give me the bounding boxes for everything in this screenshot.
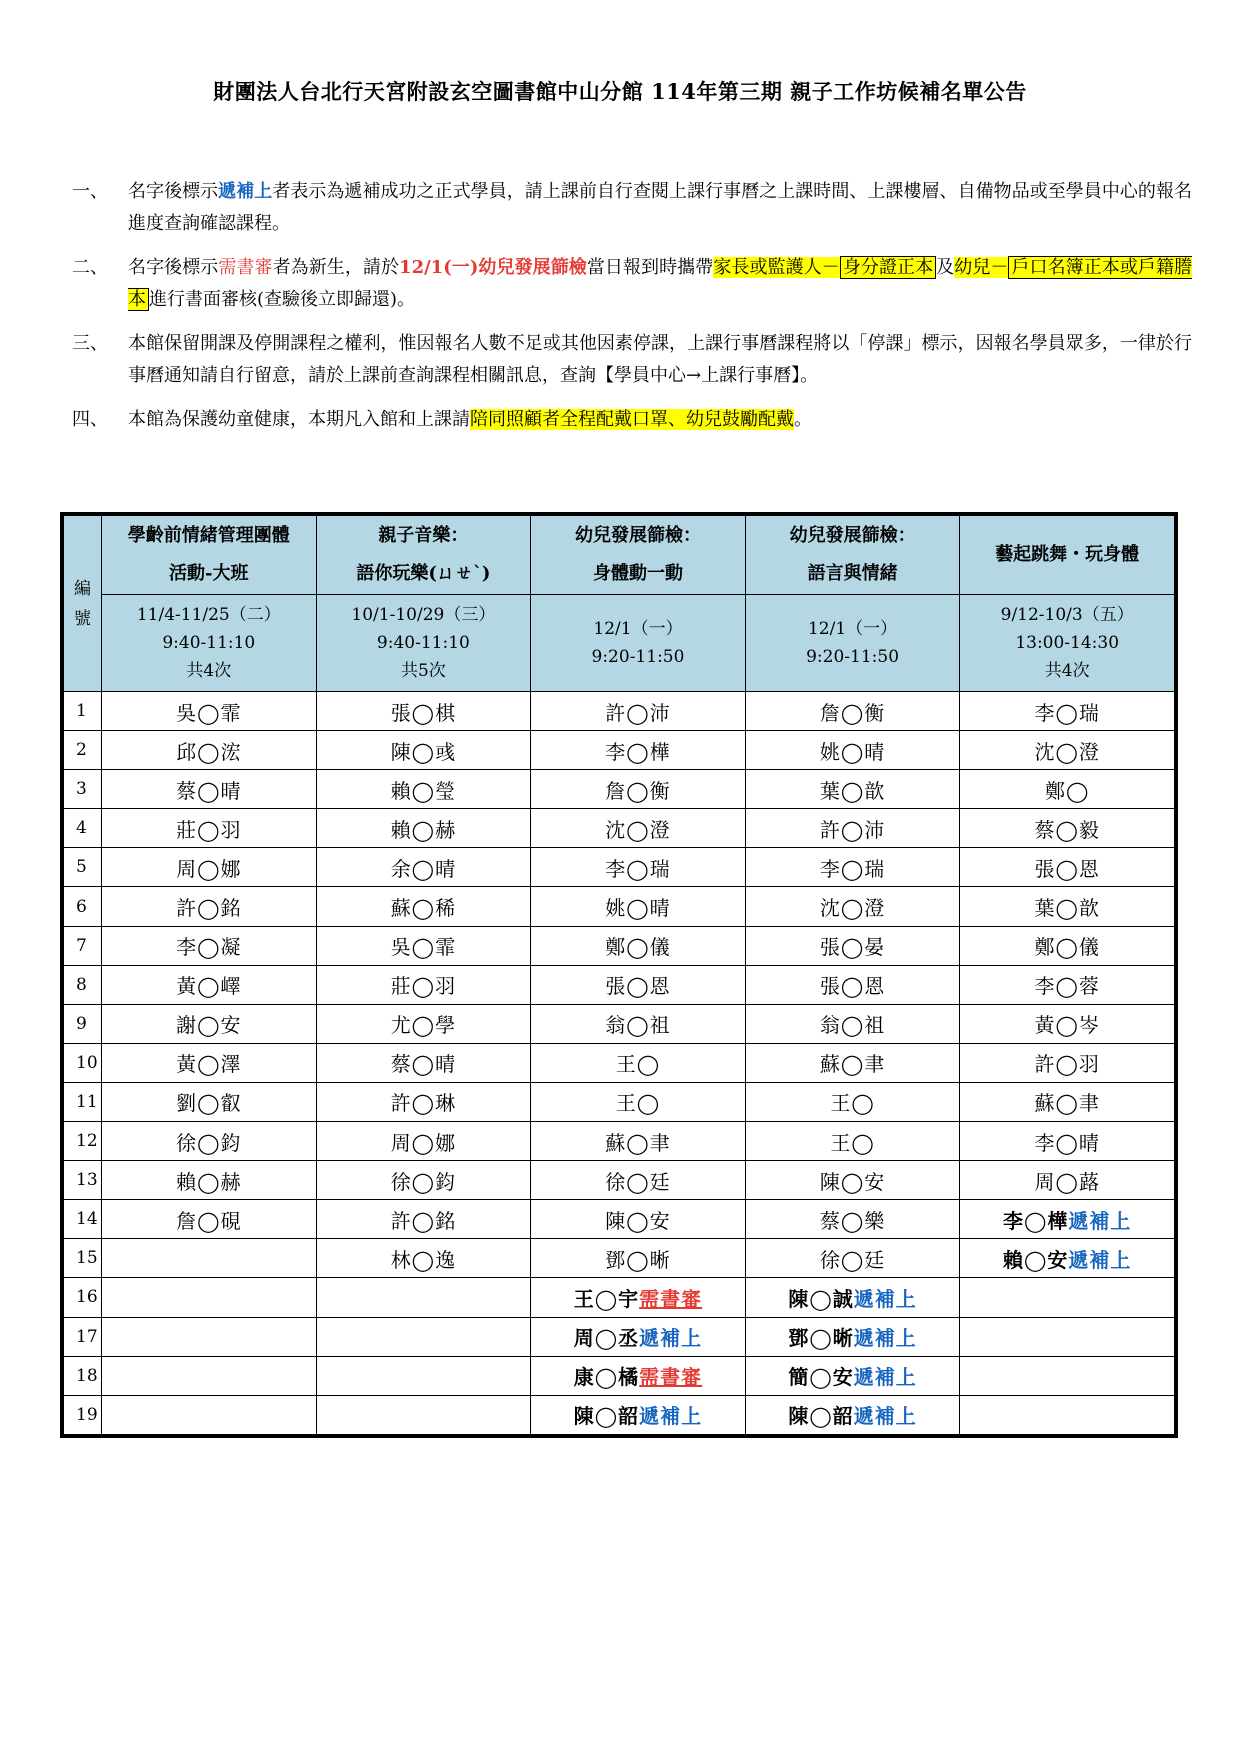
name-cell xyxy=(316,887,531,926)
student-name: 黃◯岑 xyxy=(1034,1013,1100,1038)
name-cell xyxy=(531,692,746,731)
student-name: 詹◯硯 xyxy=(176,1208,242,1233)
header-row-names xyxy=(64,516,1175,595)
student-name: 莊◯羽 xyxy=(390,974,457,999)
table-row xyxy=(64,848,1175,887)
student-name: 許◯羽 xyxy=(1034,1052,1100,1077)
student-name: 張◯棋 xyxy=(390,700,457,725)
row-number: 15 xyxy=(64,1239,102,1278)
name-cell xyxy=(102,770,317,809)
student-name: 賴◯瑩 xyxy=(390,778,457,803)
name-cell xyxy=(102,692,317,731)
notice-highlight: 12/1(一)幼兒發展篩檢 xyxy=(399,257,587,278)
notice-number: 一、 xyxy=(72,181,108,202)
student-name: 蔡◯晴 xyxy=(176,778,242,803)
student-name: 陳◯韶 xyxy=(788,1404,854,1429)
name-cell xyxy=(531,887,746,926)
name-cell xyxy=(960,848,1175,887)
name-cell xyxy=(745,848,960,887)
name-cell xyxy=(960,1239,1175,1278)
name-cell xyxy=(102,1161,317,1200)
student-name: 黃◯嶧 xyxy=(176,974,242,999)
status-tag: 遞補上 xyxy=(1068,1208,1132,1233)
row-number: 8 xyxy=(64,965,102,1004)
name-cell xyxy=(102,965,317,1004)
notice-segment: 進行書面審核(查驗後立即歸還)。 xyxy=(149,289,416,310)
student-name: 徐◯廷 xyxy=(819,1247,886,1272)
name-cell xyxy=(102,1239,317,1278)
student-name: 姚◯晴 xyxy=(819,739,886,764)
student-name: 賴◯赫 xyxy=(390,817,457,842)
notice-text xyxy=(128,328,1192,392)
student-name: 李◯瑞 xyxy=(1034,700,1100,725)
name-cell xyxy=(531,1043,746,1082)
name-cell xyxy=(745,1395,960,1434)
student-name: 周◯蕗 xyxy=(1034,1169,1100,1194)
student-name: 蘇◯聿 xyxy=(1034,1091,1100,1116)
table-row xyxy=(64,731,1175,770)
notice-text xyxy=(128,252,1192,316)
name-cell xyxy=(745,1278,960,1317)
name-cell xyxy=(745,1356,960,1395)
waitlist-table xyxy=(63,515,1175,1435)
student-name: 尤◯學 xyxy=(390,1013,457,1038)
name-cell xyxy=(745,731,960,770)
name-cell xyxy=(745,692,960,731)
name-cell xyxy=(102,1317,317,1356)
notice-list xyxy=(72,176,1192,448)
name-cell xyxy=(960,1395,1175,1434)
name-cell xyxy=(316,1004,531,1043)
student-name: 李◯瑞 xyxy=(819,856,886,881)
name-cell xyxy=(316,731,531,770)
notice-highlight: 家長或監護人－ xyxy=(713,257,840,278)
student-name: 鄭◯儀 xyxy=(605,935,671,960)
student-name: 李◯晴 xyxy=(1034,1130,1100,1155)
course-schedule-header: 12/1（一） 9:20-11:50 xyxy=(531,595,746,692)
row-number: 2 xyxy=(64,731,102,770)
notice-segment: 名字後標示 xyxy=(128,181,219,202)
name-cell xyxy=(531,1200,746,1239)
name-cell xyxy=(102,1122,317,1161)
student-name: 李◯瑞 xyxy=(605,856,671,881)
row-number: 5 xyxy=(64,848,102,887)
student-name: 徐◯鈞 xyxy=(176,1130,242,1155)
student-name: 林◯逸 xyxy=(390,1247,457,1272)
student-name: 許◯沛 xyxy=(605,700,671,725)
status-tag: 需書審 xyxy=(639,1286,703,1311)
name-cell xyxy=(960,1082,1175,1121)
status-tag: 遞補上 xyxy=(639,1404,703,1429)
course-name-header: 學齡前情緒管理團體 活動-大班 xyxy=(102,516,317,595)
student-name: 鄧◯晰 xyxy=(788,1326,854,1351)
student-name: 沈◯澄 xyxy=(819,896,886,921)
table-row xyxy=(64,770,1175,809)
name-cell xyxy=(531,1239,746,1278)
name-cell xyxy=(102,1082,317,1121)
row-number: 13 xyxy=(64,1161,102,1200)
notice-number: 四、 xyxy=(72,409,108,430)
student-name: 翁◯祖 xyxy=(605,1013,671,1038)
name-cell xyxy=(745,887,960,926)
name-cell xyxy=(745,770,960,809)
name-cell xyxy=(531,1317,746,1356)
name-cell xyxy=(531,809,746,848)
table-row xyxy=(64,1356,1175,1395)
notice-highlight: 需書審 xyxy=(218,257,273,278)
name-cell xyxy=(316,965,531,1004)
status-tag: 遞補上 xyxy=(639,1326,703,1351)
name-cell xyxy=(316,1317,531,1356)
student-name: 蔡◯晴 xyxy=(390,1052,457,1077)
name-cell xyxy=(960,809,1175,848)
name-cell xyxy=(745,1161,960,1200)
student-name: 王◯ xyxy=(615,1052,661,1077)
course-schedule-header: 11/4-11/25（二） 9:40-11:10 共4次 xyxy=(102,595,317,692)
name-cell xyxy=(102,887,317,926)
student-name: 許◯沛 xyxy=(819,817,886,842)
notice-segment: 本館保留開課及停開課程之權利，惟因報名人數不足或其他因素停課，上課行事曆課程將以「停課」標示，因報名學員眾多，一律於行事曆通知請自行留意，請於上課前查詢課程相關訊息，查詢【學員中心→上課行事曆】。 xyxy=(128,333,1192,386)
student-name: 王◯ xyxy=(830,1091,875,1116)
notice-number: 三、 xyxy=(72,333,108,354)
name-cell xyxy=(102,731,317,770)
name-cell xyxy=(316,1043,531,1082)
name-cell xyxy=(316,1161,531,1200)
student-name: 蘇◯聿 xyxy=(819,1052,886,1077)
student-name: 簡◯安 xyxy=(788,1365,854,1390)
name-cell xyxy=(960,887,1175,926)
notice-segment: 者表示為遞補成功之正式學員，請上課前自行查閱上課行事曆之上課時間、上課樓層、自備物品或至學員中心的報名進度查詢確認課程。 xyxy=(128,181,1193,234)
name-cell xyxy=(531,1161,746,1200)
name-cell xyxy=(960,1004,1175,1043)
student-name: 徐◯鈞 xyxy=(390,1169,457,1194)
name-cell xyxy=(316,770,531,809)
name-cell xyxy=(745,1082,960,1121)
name-cell xyxy=(960,1122,1175,1161)
student-name: 沈◯澄 xyxy=(605,817,671,842)
page-title: 財團法人台北行天宮附設玄空圖書館中山分館 114年第三期 親子工作坊候補名單公告 xyxy=(213,79,1027,104)
student-name: 鄧◯晰 xyxy=(605,1247,671,1272)
status-tag: 需書審 xyxy=(639,1365,703,1390)
course-name-header: 親子音樂： 語你玩樂(ㄩㄝˋ) xyxy=(316,516,531,595)
name-cell xyxy=(745,809,960,848)
student-name: 鄭◯ xyxy=(1044,778,1090,803)
name-cell xyxy=(102,809,317,848)
table-row xyxy=(64,1161,1175,1200)
name-cell xyxy=(531,770,746,809)
name-cell xyxy=(960,1356,1175,1395)
student-name: 葉◯歆 xyxy=(1034,896,1100,921)
name-cell xyxy=(316,1239,531,1278)
notice-segment: 者為新生，請於 xyxy=(272,257,400,278)
name-cell xyxy=(960,1317,1175,1356)
student-name: 李◯凝 xyxy=(176,935,242,960)
name-cell xyxy=(960,926,1175,965)
row-number: 10 xyxy=(64,1043,102,1082)
row-number: 19 xyxy=(64,1395,102,1434)
name-cell xyxy=(316,1200,531,1239)
course-name-header: 幼兒發展篩檢： 身體動一動 xyxy=(531,516,746,595)
table-row xyxy=(64,1082,1175,1121)
name-cell xyxy=(316,692,531,731)
name-cell xyxy=(745,1043,960,1082)
student-name: 葉◯歆 xyxy=(819,778,886,803)
table-row xyxy=(64,1200,1175,1239)
name-cell xyxy=(745,965,960,1004)
student-name: 許◯銘 xyxy=(176,896,242,921)
table-row xyxy=(64,887,1175,926)
name-cell xyxy=(960,1200,1175,1239)
table-row xyxy=(64,692,1175,731)
row-number: 14 xyxy=(64,1200,102,1239)
student-name: 黃◯澤 xyxy=(176,1052,242,1077)
name-cell xyxy=(960,1161,1175,1200)
notice-segment: 及 xyxy=(936,257,955,278)
notice-highlight: 陪同照顧者全程配戴口罩、幼兒鼓勵配戴 xyxy=(470,409,794,430)
name-cell xyxy=(531,731,746,770)
name-cell xyxy=(531,965,746,1004)
student-name: 徐◯廷 xyxy=(605,1169,671,1194)
name-cell xyxy=(960,965,1175,1004)
notice-item xyxy=(72,328,1192,392)
table-header xyxy=(64,516,1175,692)
student-name: 蘇◯稀 xyxy=(390,896,457,921)
header-row-schedule xyxy=(64,595,1175,692)
notice-highlight: 遞補上 xyxy=(218,181,273,202)
name-cell xyxy=(316,1278,531,1317)
notice-segment: 名字後標示 xyxy=(128,257,219,278)
name-cell xyxy=(531,926,746,965)
student-name: 賴◯安 xyxy=(1002,1247,1069,1272)
name-cell xyxy=(745,926,960,965)
course-schedule-header: 9/12-10/3（五） 13:00-14:30 共4次 xyxy=(960,595,1175,692)
notice-highlight: 幼兒－ xyxy=(954,257,1009,278)
status-tag: 遞補上 xyxy=(853,1404,917,1429)
name-cell xyxy=(316,926,531,965)
status-tag: 遞補上 xyxy=(853,1326,917,1351)
notice-text xyxy=(128,404,1192,436)
notice-item xyxy=(72,404,1192,436)
name-cell xyxy=(316,809,531,848)
student-name: 蔡◯毅 xyxy=(1034,817,1100,842)
notice-item xyxy=(72,252,1192,316)
course-schedule-header: 10/1-10/29（三） 9:40-11:10 共5次 xyxy=(316,595,531,692)
notice-text xyxy=(128,176,1192,240)
row-number: 3 xyxy=(64,770,102,809)
student-name: 沈◯澄 xyxy=(1034,739,1100,764)
student-name: 陳◯安 xyxy=(605,1208,671,1233)
notice-highlight: 戶口名簿正本或戶籍謄本 xyxy=(128,257,1193,310)
name-cell xyxy=(102,1356,317,1395)
name-cell xyxy=(960,770,1175,809)
index-header: 編 號 xyxy=(64,516,102,692)
student-name: 王◯ xyxy=(615,1091,661,1116)
name-cell xyxy=(102,1043,317,1082)
name-cell xyxy=(960,1278,1175,1317)
name-cell xyxy=(531,1278,746,1317)
student-name: 姚◯晴 xyxy=(605,896,671,921)
student-name: 邱◯浤 xyxy=(176,739,242,764)
row-number: 4 xyxy=(64,809,102,848)
table-row xyxy=(64,965,1175,1004)
student-name: 余◯晴 xyxy=(390,856,457,881)
student-name: 李◯樺 xyxy=(605,739,671,764)
row-number: 9 xyxy=(64,1004,102,1043)
row-number: 16 xyxy=(64,1278,102,1317)
student-name: 許◯琳 xyxy=(390,1091,457,1116)
student-name: 周◯丞 xyxy=(573,1326,640,1351)
notice-segment: 本館為保護幼童健康，本期凡入館和上課請 xyxy=(128,409,470,430)
student-name: 翁◯祖 xyxy=(819,1013,886,1038)
student-name: 劉◯叡 xyxy=(176,1091,242,1116)
student-name: 周◯娜 xyxy=(390,1130,457,1155)
row-number: 7 xyxy=(64,926,102,965)
student-name: 謝◯安 xyxy=(176,1013,242,1038)
notice-highlight: 身分證正本 xyxy=(840,256,936,279)
name-cell xyxy=(745,1239,960,1278)
name-cell xyxy=(531,848,746,887)
student-name: 鄭◯儀 xyxy=(1034,935,1100,960)
name-cell xyxy=(102,1278,317,1317)
name-cell xyxy=(102,1200,317,1239)
notice-segment: 當日報到時攜帶 xyxy=(586,257,714,278)
status-tag: 遞補上 xyxy=(1068,1247,1132,1272)
student-name: 康◯橘 xyxy=(573,1365,640,1390)
student-name: 張◯恩 xyxy=(605,974,671,999)
student-name: 張◯晏 xyxy=(819,935,886,960)
row-number: 11 xyxy=(64,1082,102,1121)
student-name: 蘇◯聿 xyxy=(605,1130,671,1155)
notice-number: 二、 xyxy=(72,257,108,278)
student-name: 賴◯赫 xyxy=(176,1169,242,1194)
name-cell xyxy=(316,848,531,887)
table-row xyxy=(64,1278,1175,1317)
name-cell xyxy=(316,1122,531,1161)
waitlist-table-frame xyxy=(60,512,1178,1438)
student-name: 陳◯安 xyxy=(819,1169,886,1194)
row-number: 17 xyxy=(64,1317,102,1356)
row-number: 1 xyxy=(64,692,102,731)
name-cell xyxy=(102,1395,317,1434)
name-cell xyxy=(531,1004,746,1043)
table-row xyxy=(64,809,1175,848)
course-name-header: 藝起跳舞・玩身體 xyxy=(960,516,1175,595)
student-name: 王◯宇 xyxy=(573,1286,640,1311)
student-name: 王◯ xyxy=(830,1130,875,1155)
student-name: 李◯樺 xyxy=(1002,1208,1069,1233)
notice-segment: 。 xyxy=(794,409,812,430)
student-name: 詹◯衡 xyxy=(605,778,671,803)
name-cell xyxy=(960,692,1175,731)
table-row xyxy=(64,1239,1175,1278)
student-name: 張◯恩 xyxy=(1034,856,1100,881)
status-tag: 遞補上 xyxy=(853,1365,917,1390)
student-name: 陳◯誠 xyxy=(788,1286,854,1311)
student-name: 陳◯韶 xyxy=(573,1404,640,1429)
name-cell xyxy=(102,1004,317,1043)
student-name: 吳◯霏 xyxy=(390,935,457,960)
table-row xyxy=(64,1004,1175,1043)
name-cell xyxy=(960,1043,1175,1082)
name-cell xyxy=(316,1082,531,1121)
row-number: 18 xyxy=(64,1356,102,1395)
student-name: 許◯銘 xyxy=(390,1208,457,1233)
student-name: 陳◯彧 xyxy=(390,739,457,764)
table-row xyxy=(64,1122,1175,1161)
student-name: 張◯恩 xyxy=(819,974,886,999)
name-cell xyxy=(745,1317,960,1356)
name-cell xyxy=(531,1395,746,1434)
name-cell xyxy=(316,1395,531,1434)
name-cell xyxy=(531,1356,746,1395)
student-name: 莊◯羽 xyxy=(176,817,242,842)
student-name: 周◯娜 xyxy=(176,856,242,881)
student-name: 詹◯衡 xyxy=(819,700,886,725)
name-cell xyxy=(745,1122,960,1161)
table-row xyxy=(64,1043,1175,1082)
name-cell xyxy=(960,731,1175,770)
table-row xyxy=(64,926,1175,965)
name-cell xyxy=(745,1200,960,1239)
course-name-header: 幼兒發展篩檢： 語言與情緒 xyxy=(745,516,960,595)
name-cell xyxy=(531,1122,746,1161)
name-cell xyxy=(745,1004,960,1043)
notice-item xyxy=(72,176,1192,240)
name-cell xyxy=(316,1356,531,1395)
student-name: 李◯蓉 xyxy=(1034,974,1100,999)
student-name: 吳◯霏 xyxy=(176,700,242,725)
row-number: 12 xyxy=(64,1122,102,1161)
student-name: 蔡◯樂 xyxy=(819,1208,886,1233)
status-tag: 遞補上 xyxy=(853,1286,917,1311)
table-row xyxy=(64,1317,1175,1356)
name-cell xyxy=(102,848,317,887)
row-number: 6 xyxy=(64,887,102,926)
course-schedule-header: 12/1（一） 9:20-11:50 xyxy=(745,595,960,692)
name-cell xyxy=(102,926,317,965)
table-row xyxy=(64,1395,1175,1434)
table-body xyxy=(64,692,1175,1435)
name-cell xyxy=(531,1082,746,1121)
